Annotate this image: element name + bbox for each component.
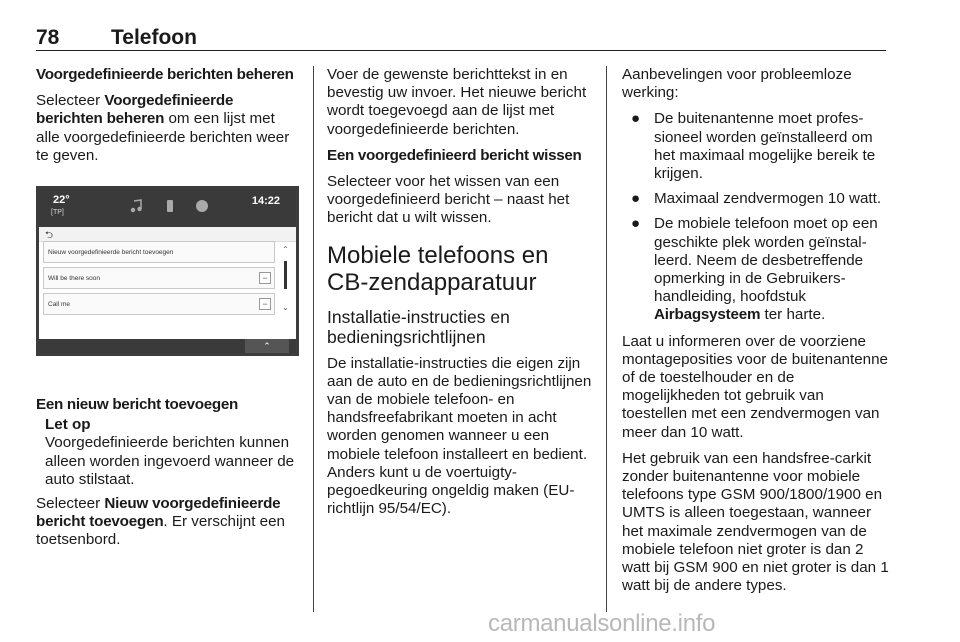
list-item [622,215,890,324]
column-divider [313,66,314,612]
clock: 14:22 [251,195,280,207]
text: De buitenantenne moet professioneel worden geïnstalleerd om het maximaal mogelijke bereik te krijgen. [654,110,876,183]
paragraph: Aanbevelingen voor probleemloze werking: [622,66,852,102]
paragraph: De installatie-instructies die eigen zijn aan de auto en de bedieningsrichtlijnen van de mobiele telefoon- en handsfreefabrikant moeten in acht worden genomen wanneer u een mobiele telefoon installeert en bedient. Anders kunt u de voertuigtypegoedkeuring ongeldig maken (EU-richtlijn 95/54/EC). [327,354,592,518]
header-rule [36,50,886,51]
paragraph: Het gebruik van een handsfree-carkit zonder buitenantenne voor mobiele telefoons type GSM 900/1800/1900 en UMTS is alleen toegestaan, wanneer het maximale zendvermogen van de mobiele telefoon niet groter is dan 2 watt bij GSM 900 en niet groter is dan 1 watt bij de andere types. [622,449,889,595]
section-heading: Een nieuw bericht toevoegen [36,396,239,413]
minus-icon: − [259,272,271,284]
paragraph: Voer de gewenste berichttekst in en bevestig uw invoer. Het nieuwe bericht wordt toegevoegd aan de lijst met voorgedefinieerde berichten. [327,66,587,138]
list-item [622,110,890,183]
column-divider [606,66,607,612]
status-bar [39,189,296,227]
paragraph: Selecteer voor het wissen van een voorgedefinieerd bericht – naast het bericht dat u wilt wissen. [327,173,570,227]
text: Maximaal zendvermogen 10 watt. [654,190,882,208]
list-item [43,293,275,315]
page-number: 78 [36,26,60,49]
app-icon [193,199,211,213]
bullet: ● [631,190,641,208]
bullet-list [622,110,890,324]
text: . Er verschijnt een toetsenbord. [36,513,285,549]
list-item [43,241,275,263]
chapter-heading: Mobiele telefoons en CB-zendapparatuur [327,241,549,296]
column-1-lower [36,396,296,558]
list-item [622,190,890,208]
menu-reference: Voorgedefinieerde berichten beheren [36,92,234,128]
list-item-label: Will be there soon [48,275,101,282]
text: Selecteer [36,495,105,513]
infotainment-screenshot [36,186,299,356]
list-item [43,267,275,289]
paragraph: Laat u informeren over de voorziene montageposities voor de buitenantenne of de toestelhouder en de mogelijkheden tot gebruik van toestellen met een zendvermogen van meer dan 10 watt. [622,332,888,441]
chevron-down-icon: ⌄ [282,303,289,312]
tp-indicator: [TP] [51,209,64,216]
text: Selecteer [36,92,105,110]
text: om een lijst met alle voorgedefinieerde berichten weer te geven. [36,110,290,164]
paragraph [36,495,296,550]
subsection-heading: Installatie-instructies en bedieningsrichtlijnen [327,306,510,347]
note-title: Let op [45,416,91,434]
phone-icon [161,199,179,213]
column-3 [622,66,890,603]
watermark: carmanualsonline.info [488,610,716,637]
chapter-reference: Airbagsysteem [654,306,761,324]
screen [39,189,296,353]
temperature: 22° [53,194,70,206]
note [45,416,296,489]
text: De mobiele telefoon moet op een geschikte plek worden geïnstalleerd. Neem de desbetreffende opmerking in de Gebruikershandleiding, hoofdstuk [654,215,878,306]
list-item-label: Call me [48,301,71,308]
bullet: ● [631,215,641,233]
music-note-icon [127,199,145,213]
section-heading: Een voorgedefinieerd bericht wissen [327,146,582,164]
column-2 [327,66,592,526]
bullet: ● [631,110,641,128]
minus-icon: − [259,298,271,310]
back-arrow-icon: ⮌ [45,230,54,241]
chevron-up-icon: ⌃ [282,245,289,254]
section-heading: Voorgedefinieerde berichten beheren [36,66,294,83]
sub-bar [39,227,296,242]
menu-reference: Nieuw voorgedefinieerde bericht toevoegen [36,495,281,531]
text: ter harte. [760,306,826,324]
chevron-up-icon: ⌃ [245,339,289,353]
scrollbar-thumb [284,261,287,289]
list-item-label: Nieuw voorgedefinieerde bericht toevoegen [48,249,174,256]
page-header [36,26,886,48]
paragraph [36,92,296,165]
note-text: Voorgedefinieerde berichten kunnen alleen worden ingevoerd wanneer de auto stilstaat. [45,434,295,488]
chapter-title: Telefoon [111,26,197,49]
column-1 [36,66,296,173]
